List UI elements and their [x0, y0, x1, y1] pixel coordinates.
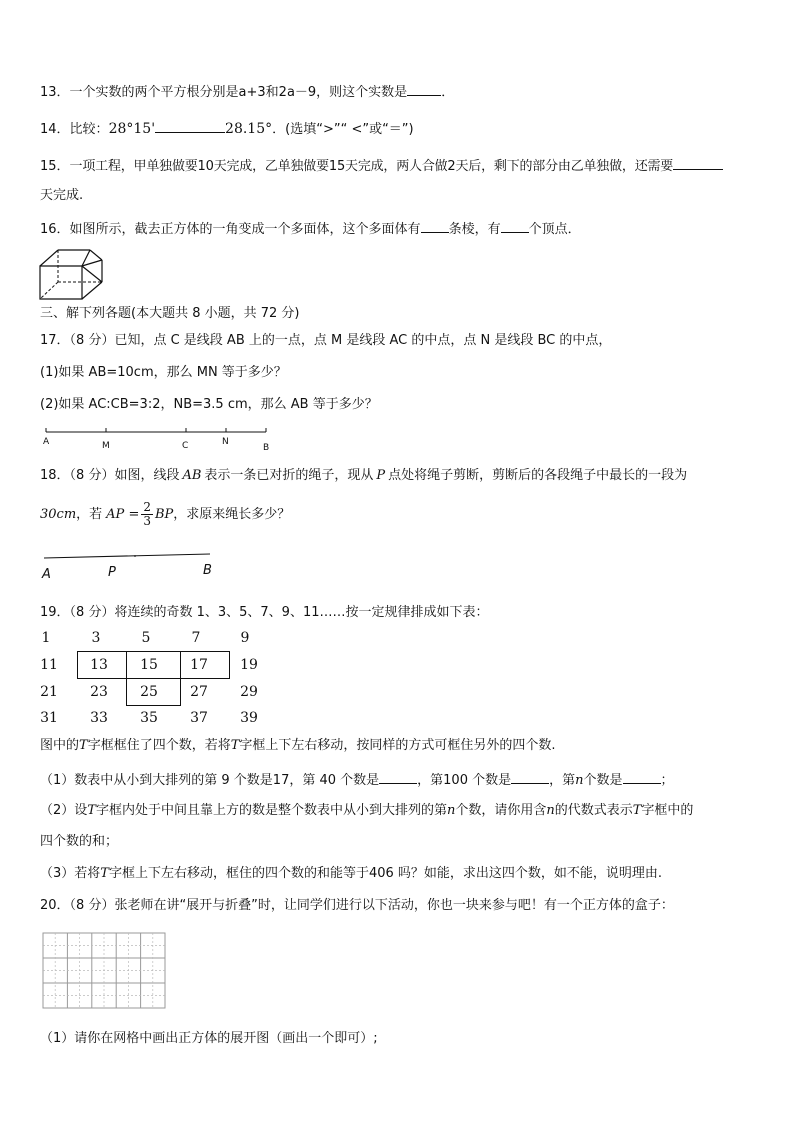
- angle-right: 28.15°: [225, 121, 273, 137]
- point-label-a: A: [42, 567, 51, 582]
- question-19-part3: （3）若将T字框上下左右移动，框住的四个数的和能等于406 吗？如能，求出这四个数，如不能，说明理由.: [40, 866, 663, 881]
- point-label-n: N: [222, 437, 229, 447]
- table-cell: 31: [40, 710, 58, 726]
- table-cell: 1: [41, 630, 51, 646]
- question-20-part1: （1）请你在网格中画出正方体的展开图（画出一个即可）;: [40, 1031, 378, 1046]
- question-number: 18．: [40, 468, 70, 483]
- table-cell: 17: [190, 657, 208, 673]
- point-label-p: P: [108, 565, 116, 580]
- point-label-a: A: [43, 437, 50, 447]
- table-cell: 37: [190, 710, 208, 726]
- question-label: 比较：: [69, 122, 109, 137]
- question-number: 13．: [40, 85, 70, 100]
- answer-blank[interactable]: [407, 82, 441, 96]
- answer-blank-40th[interactable]: [379, 770, 417, 784]
- table-cell: 23: [90, 684, 108, 700]
- question-19-part1: （1）数表中从小到大排列的第 9 个数是17，第 40 个数是 ，第100 个数是 ，第n个数是 ；: [40, 770, 674, 790]
- point-label-b: B: [263, 443, 270, 453]
- question-15-cont: 天完成.: [40, 188, 84, 203]
- table-cell: 15: [140, 657, 158, 673]
- section-title: 三、解下列各题(本大题共 8 小题，共 72 分): [40, 306, 300, 321]
- square-grid[interactable]: [42, 932, 168, 1010]
- table-cell: 11: [40, 657, 58, 673]
- table-cell: 35: [140, 710, 158, 726]
- question-13: 13．一个实数的两个平方根分别是a+3和2a－9，则这个实数是 ．: [40, 82, 454, 102]
- answer-blank-vertices[interactable]: [501, 219, 529, 233]
- question-text: 一项工程，甲单独做要10天完成，乙单独做要15天完成，两人合做2天后，剩下的部分由乙单独做，还需要: [69, 159, 674, 174]
- segment-ab-figure: [38, 424, 278, 454]
- question-19-desc: 图中的T字框框住了四个数，若将T字框上下左右移动，按同样的方式可框住另外的四个数.: [40, 738, 556, 753]
- question-hint: ．(选填“>”“ <”或“＝”): [272, 122, 414, 137]
- table-cell: 9: [240, 630, 250, 646]
- question-17: 17．（8 分）已知，点 C 是线段 AB 上的一点，点 M 是线段 AC 的中点，点 N 是线段 BC 的中点，: [40, 333, 612, 348]
- answer-blank-100th[interactable]: [511, 770, 549, 784]
- fraction: $\frac{2}{3}$: [143, 500, 151, 528]
- question-20: 20．（8 分）张老师在讲“展开与折叠”时，让同学们进行以下活动，你也一块来参与吧！有一个正方体的盒子：: [40, 898, 674, 913]
- odd-number-table: [40, 626, 280, 736]
- table-cell: 29: [240, 684, 258, 700]
- answer-blank-edges[interactable]: [421, 219, 449, 233]
- answer-blank[interactable]: [673, 156, 723, 170]
- rope-figure: [38, 548, 228, 582]
- question-17-part1: (1)如果 AB=10cm，那么 MN 等于多少？: [40, 365, 287, 380]
- question-number: 19．: [40, 605, 70, 620]
- point-label-c: C: [182, 441, 189, 451]
- question-number: 20．: [40, 898, 70, 913]
- question-18-cont: 30cm，若 AP = $\frac{2}{3}$ BP，求原来绳长多少？: [40, 500, 291, 528]
- question-15: [40, 156, 723, 176]
- question-19-part2-cont: 四个数的和；: [40, 834, 119, 849]
- table-cell: 33: [90, 710, 108, 726]
- table-cell: 39: [240, 710, 258, 726]
- question-number: 14．: [40, 122, 70, 137]
- table-cell: 7: [191, 630, 201, 646]
- table-cell: 13: [90, 657, 108, 673]
- table-cell: 5: [141, 630, 151, 646]
- angle-left: 28°15': [108, 121, 156, 137]
- question-17-part2: (2)如果 AC:CB=3:2，NB=3.5 cm，那么 AB 等于多少？: [40, 397, 378, 412]
- truncated-cube-figure: [38, 246, 108, 302]
- question-19: 19．（8 分）将连续的奇数 1、3、5、7、9、11……按一定规律排成如下表：: [40, 605, 489, 620]
- question-number: 16．: [40, 222, 70, 237]
- table-cell: 27: [190, 684, 208, 700]
- question-19-part2: （2）设T字框内处于中间且靠上方的数是整个数表中从小到大排列的第n个数，请你用含n的代数式表示T字框中的: [40, 803, 694, 818]
- question-number: 17．: [40, 333, 70, 348]
- question-16: 16．如图所示，截去正方体的一角变成一个多面体，这个多面体有 条棱，有 个顶点．: [40, 219, 581, 239]
- question-text: 一个实数的两个平方根分别是a+3和2a－9，则这个实数是: [69, 85, 408, 100]
- answer-blank-nth[interactable]: [623, 770, 661, 784]
- question-18: 18．（8 分）如图，线段 AB 表示一条已对折的绳子，现从 P 点处将绳子剪断，剪断后的各段绳子中最长的一段为: [40, 468, 688, 483]
- table-cell: 25: [140, 684, 158, 700]
- table-cell: 19: [240, 657, 258, 673]
- question-number: 15．: [40, 159, 70, 174]
- table-cell: 21: [40, 684, 58, 700]
- point-label-b: B: [203, 563, 212, 578]
- question-14: [40, 119, 414, 139]
- answer-blank[interactable]: [155, 119, 225, 133]
- table-cell: 3: [91, 630, 101, 646]
- point-label-m: M: [102, 441, 110, 451]
